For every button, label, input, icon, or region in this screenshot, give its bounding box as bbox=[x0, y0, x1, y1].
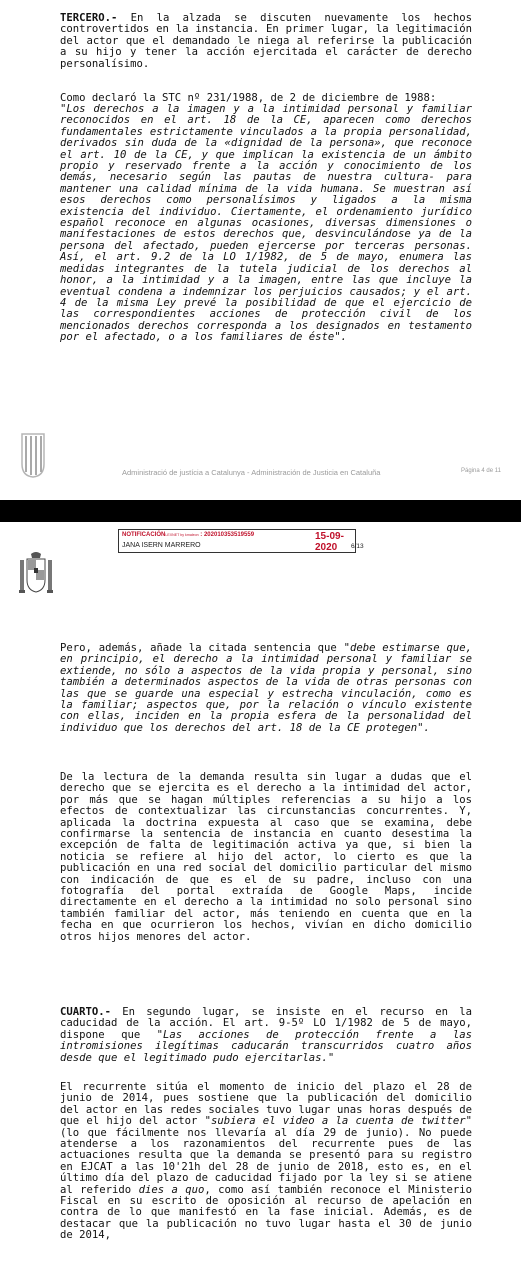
cuarto-lead: En segundo lugar, se insiste en el recurso en la caducidad de la acción. El art. 9-5º LO 1/1982 de 5 de mayo, dispone que bbox=[60, 1006, 472, 1041]
tercero-paragraph bbox=[60, 13, 472, 70]
notification-pages: 6/13 bbox=[351, 543, 364, 550]
notification-date: 15-09-2020 bbox=[315, 531, 344, 553]
tercero-text: En la alzada se discuten nuevamente los hechos controvertidos en la instancia. En primer lugar, la legitimación del actor que el demandado le niega al referirse la publicación a su hijo y tener la acción ejercitada el carácter de derecho personalísimo. bbox=[60, 12, 472, 70]
notification-label bbox=[122, 532, 254, 538]
paragraph-intimacy-extension bbox=[60, 643, 472, 734]
catalonia-crest-icon bbox=[20, 432, 46, 478]
paragraph-demand-analysis: De la lectura de la demanda resulta sin lugar a dudas que el derecho que se ejercita es el derecho a la intimidad del actor, por más que se hagan múltiples referencias a su hijo a los efectos de contextualizar las circunstancias concurrentes. Y, aplicada la doctrina expuesta al caso que se examina, debe confirmarse la sentencia de instancia en cuanto desestima la excepción de falta de legitimación activa ya que, si bien la noticia se refiere al hijo del actor, lo cierto es que la publicación en una red social del domicilio particular del mismo con indicación de que es el de su padre, incluso con una fotografía del portal extraída de Google Maps, incide directamente en el derecho a la intimidad no solo personal sino también familiar del actor, más teniendo en cuenta que en la fecha en que ocurrieron los hechos, vivían en dicho domicilio otros hijos menores del actor. bbox=[60, 771, 472, 943]
notification-sub: LEXNET by kmaleon bbox=[165, 533, 199, 537]
stc-intro: Como declaró la STC nº 231/1988, de 2 de diciembre de 1988: bbox=[60, 92, 437, 104]
page-separator bbox=[0, 500, 521, 522]
spain-coat-of-arms-icon bbox=[18, 550, 54, 598]
p1-lead: Pero, además, añade la citada sentencia que bbox=[60, 642, 344, 654]
p4-b: (lo que fácilmente nos llevaría al día 29 de junio). No puede atenderse a los razonamientos del recurrente pues de las actuaciones resulta que la demanda se presentó para su registro en EJCAT a las 10'21h del 28 de junio de 2018, esto es, en el último día del plazo de caducidad fijado por la ley si se atiene al referido bbox=[60, 1126, 472, 1196]
page-4 bbox=[0, 0, 521, 500]
page-5 bbox=[0, 522, 521, 1280]
p4-dies-a-quo: dies a quo bbox=[138, 1183, 205, 1196]
stc-quote: "Los derechos a la imagen y a la intimidad personal y familiar reconocidos en el art. 18 de la CE, aparecen como derechos fundamentales estrictamente vinculados a la propia personalidad, derivados sin duda de la «dignidad de la persona», que reconoce el art. 10 de la CE, y que implican la existencia de un ámbito propio y reservado frente a la acción y conocimiento de los demás, necesario según las pautas de nuestra cultura- para mantener una calidad mínima de la vida humana. Se muestran así esos derechos como personalísimos y ligados a la misma existencia del individuo. Ciertamente, el ordenamiento jurídico español reconoce en algunas ocasiones, diversas dimensiones o manifestaciones de estos derechos que, desvinculándose ya de la persona del afectado, pueden ejercerse por terceras personas. Así, el art. 9.2 de la LO 1/1982, de 5 de mayo, enumera las medidas integrantes de la tutela judicial de los derechos al honor, a la intimidad y a la imagen, entre las que incluye la eventual condena a indemnizar los perjuicios causados; y el art. 4 de la misma Ley prevé la posibilidad de que el ejercicio de las correspondientes acciones de protección civil de los mencionados derechos corresponda a los designados en testamento por el afectado, o a los familiares de éste". bbox=[60, 103, 472, 344]
cuarto-heading: CUARTO.- bbox=[60, 1006, 112, 1018]
p4-c: , como así también reconoce el Ministerio Fiscal en su escrito de oposición al recurso de apelación en contra de lo que manifestó en la fase inicial. Además, es de destacar que la publicación no tuvo lugar hasta el 30 de junio de 2014, bbox=[60, 1183, 473, 1242]
lexnet-notification-box bbox=[118, 529, 364, 553]
p4-a: El recurrente sitúa el momento de inicio del plazo el 28 de junio de 2014, pues sostiene que la publicación del domicilio del actor en las redes sociales tuvo lugar unas horas después de que el hijo del actor bbox=[60, 1081, 472, 1128]
notification-id: : 202010353519559 bbox=[198, 532, 255, 538]
paragraph-caducity-analysis bbox=[60, 1082, 472, 1242]
p4-quote: "subiera el video a la cuenta de twitter" bbox=[204, 1115, 472, 1128]
cuarto-quote: "Las acciones de protección frente a las intromisiones ilegítimas caducarán transcurridos cuatro años desde que el legitimado pudo ejercitarlas." bbox=[60, 1028, 472, 1064]
page-number: Página 4 de 11 bbox=[461, 468, 501, 474]
tercero-heading: TERCERO.- bbox=[60, 12, 118, 24]
footer-text: Administració de justícia a Catalunya - Administración de Justicia en Cataluña bbox=[122, 468, 381, 477]
p1-quote: "debe estimarse que, en principio, el derecho a la intimidad personal y familiar se extiende, no sólo a aspectos de la vida propia y personal, sino también a determinados aspectos de la vida de otras personas con las que se guarde una especial y estrecha vinculación, como es la familiar; aspectos que, por la relación o vínculo existente con ellas, inciden en la propia esfera de la personalidad del individuo que los derechos del art. 18 de la CE protegen". bbox=[60, 642, 472, 734]
notification-recipient: JANA ISERN MARRERO bbox=[122, 542, 201, 549]
cuarto-paragraph bbox=[60, 1007, 472, 1064]
notification-title: NOTIFICACIÓN bbox=[122, 532, 166, 538]
